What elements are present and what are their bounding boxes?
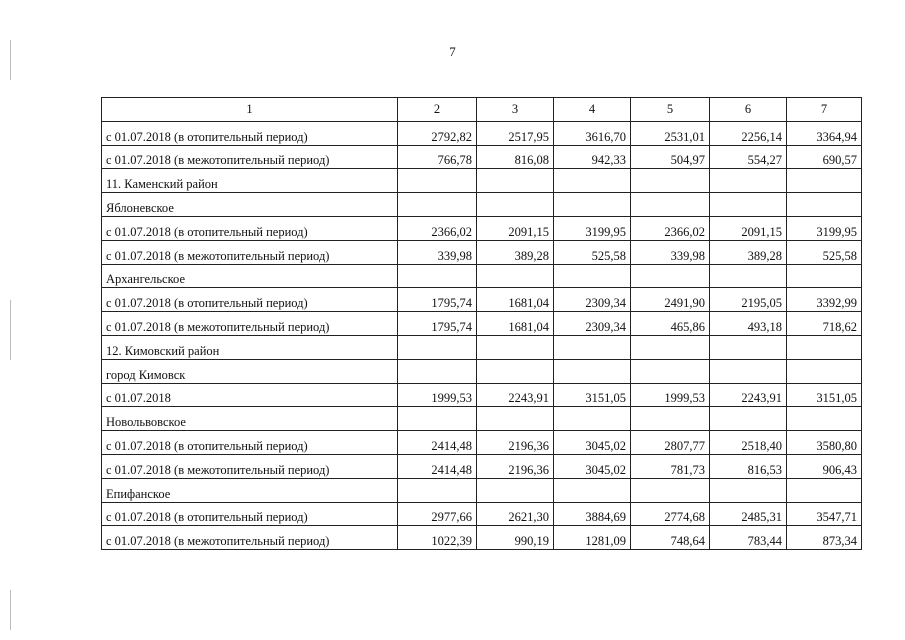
row-label: Архангельское xyxy=(102,264,398,288)
table-row xyxy=(102,478,862,502)
table-cell: 748,64 xyxy=(631,526,710,550)
table-cell: 1681,04 xyxy=(477,312,554,336)
table-cell xyxy=(710,478,787,502)
table-cell: 873,34 xyxy=(787,526,862,550)
table-cell xyxy=(787,359,862,383)
table-cell xyxy=(477,193,554,217)
table-cell xyxy=(398,359,477,383)
row-label: 11. Каменский район xyxy=(102,169,398,193)
table-cell: 2091,15 xyxy=(710,216,787,240)
row-label: с 01.07.2018 (в межотопительный период) xyxy=(102,312,398,336)
table-cell: 2518,40 xyxy=(710,431,787,455)
table-cell: 3045,02 xyxy=(554,431,631,455)
table-cell xyxy=(554,407,631,431)
table-cell xyxy=(398,264,477,288)
table-cell: 1999,53 xyxy=(631,383,710,407)
table-cell: 3364,94 xyxy=(787,121,862,145)
table-cell: 718,62 xyxy=(787,312,862,336)
table-cell: 3151,05 xyxy=(554,383,631,407)
table-row xyxy=(102,264,862,288)
column-header: 6 xyxy=(710,98,787,122)
table-cell xyxy=(710,407,787,431)
table-cell: 2531,01 xyxy=(631,121,710,145)
table-row xyxy=(102,359,862,383)
table-cell xyxy=(554,478,631,502)
table-cell: 525,58 xyxy=(787,240,862,264)
table-cell: 3199,95 xyxy=(554,216,631,240)
row-label: с 01.07.2018 (в межотопительный период) xyxy=(102,454,398,478)
table-cell: 2366,02 xyxy=(398,216,477,240)
row-label: с 01.07.2018 (в межотопительный период) xyxy=(102,240,398,264)
column-header: 2 xyxy=(398,98,477,122)
table-cell: 2485,31 xyxy=(710,502,787,526)
table-cell xyxy=(710,359,787,383)
scan-margin-line xyxy=(10,300,11,360)
row-label: с 01.07.2018 (в отопительный период) xyxy=(102,431,398,455)
table-cell xyxy=(631,407,710,431)
table-header-row xyxy=(102,98,862,122)
table-cell: 2977,66 xyxy=(398,502,477,526)
row-label: Епифанское xyxy=(102,478,398,502)
table-cell: 3199,95 xyxy=(787,216,862,240)
table-row xyxy=(102,407,862,431)
table-cell: 1795,74 xyxy=(398,312,477,336)
page-number: 7 xyxy=(449,44,456,59)
table-cell: 2774,68 xyxy=(631,502,710,526)
table-cell xyxy=(398,335,477,359)
row-label: Новольвовское xyxy=(102,407,398,431)
table-cell: 465,86 xyxy=(631,312,710,336)
table-cell xyxy=(631,335,710,359)
table-cell xyxy=(398,478,477,502)
table-cell: 2195,05 xyxy=(710,288,787,312)
table-cell xyxy=(710,335,787,359)
table-cell xyxy=(631,359,710,383)
table-cell xyxy=(554,359,631,383)
table-row xyxy=(102,216,862,240)
table-cell: 2196,36 xyxy=(477,454,554,478)
table-cell: 3547,71 xyxy=(787,502,862,526)
table-cell: 690,57 xyxy=(787,145,862,169)
column-header: 5 xyxy=(631,98,710,122)
table-cell: 339,98 xyxy=(631,240,710,264)
row-label: с 01.07.2018 (в отопительный период) xyxy=(102,502,398,526)
table-row xyxy=(102,121,862,145)
table-cell xyxy=(398,407,477,431)
table-cell: 2621,30 xyxy=(477,502,554,526)
column-header: 4 xyxy=(554,98,631,122)
table-cell: 3884,69 xyxy=(554,502,631,526)
table-row xyxy=(102,169,862,193)
table-cell: 1281,09 xyxy=(554,526,631,550)
table-cell: 3045,02 xyxy=(554,454,631,478)
table-cell xyxy=(710,264,787,288)
table-cell: 2414,48 xyxy=(398,454,477,478)
tariff-table xyxy=(101,97,862,550)
row-label: с 01.07.2018 (в отопительный период) xyxy=(102,121,398,145)
table-cell xyxy=(477,264,554,288)
table-cell: 389,28 xyxy=(477,240,554,264)
table-cell: 3616,70 xyxy=(554,121,631,145)
table-cell: 1681,04 xyxy=(477,288,554,312)
row-label: Яблоневское xyxy=(102,193,398,217)
table-cell xyxy=(631,193,710,217)
table-cell xyxy=(631,169,710,193)
table-cell xyxy=(631,478,710,502)
table-cell: 525,58 xyxy=(554,240,631,264)
table-cell: 2243,91 xyxy=(477,383,554,407)
table-row xyxy=(102,335,862,359)
table-cell: 2517,95 xyxy=(477,121,554,145)
table-cell xyxy=(631,264,710,288)
table-cell: 816,08 xyxy=(477,145,554,169)
row-label: с 01.07.2018 (в межотопительный период) xyxy=(102,526,398,550)
table-row xyxy=(102,240,862,264)
table-cell: 783,44 xyxy=(710,526,787,550)
table-row xyxy=(102,312,862,336)
table-cell: 1022,39 xyxy=(398,526,477,550)
table-cell xyxy=(477,335,554,359)
table-row xyxy=(102,526,862,550)
table-row xyxy=(102,454,862,478)
row-label: с 01.07.2018 xyxy=(102,383,398,407)
table-cell xyxy=(477,478,554,502)
table-cell: 1795,74 xyxy=(398,288,477,312)
table-row xyxy=(102,288,862,312)
row-label: с 01.07.2018 (в отопительный период) xyxy=(102,288,398,312)
table-cell: 2196,36 xyxy=(477,431,554,455)
table-row xyxy=(102,193,862,217)
table-cell: 766,78 xyxy=(398,145,477,169)
table-cell xyxy=(554,335,631,359)
table-cell: 2309,34 xyxy=(554,312,631,336)
table-cell: 990,19 xyxy=(477,526,554,550)
table-cell: 816,53 xyxy=(710,454,787,478)
table-cell xyxy=(477,407,554,431)
table-cell xyxy=(710,193,787,217)
table-cell: 3580,80 xyxy=(787,431,862,455)
table-cell: 493,18 xyxy=(710,312,787,336)
table-cell: 554,27 xyxy=(710,145,787,169)
table-row xyxy=(102,383,862,407)
table-cell xyxy=(787,193,862,217)
table-cell xyxy=(554,169,631,193)
table-cell: 1999,53 xyxy=(398,383,477,407)
table-cell: 2366,02 xyxy=(631,216,710,240)
table-cell: 2091,15 xyxy=(477,216,554,240)
table-row xyxy=(102,502,862,526)
table-cell xyxy=(787,407,862,431)
scan-margin-line xyxy=(10,590,11,630)
table-cell: 2792,82 xyxy=(398,121,477,145)
table-cell: 2309,34 xyxy=(554,288,631,312)
table-cell: 504,97 xyxy=(631,145,710,169)
table-row xyxy=(102,431,862,455)
table-cell: 339,98 xyxy=(398,240,477,264)
table-cell xyxy=(477,169,554,193)
table-cell xyxy=(710,169,787,193)
table-cell xyxy=(398,193,477,217)
table-body xyxy=(102,98,862,550)
table-cell: 3151,05 xyxy=(787,383,862,407)
table-cell: 2491,90 xyxy=(631,288,710,312)
row-label: 12. Кимовский район xyxy=(102,335,398,359)
row-label: с 01.07.2018 (в отопительный период) xyxy=(102,216,398,240)
table-cell: 2256,14 xyxy=(710,121,787,145)
table-cell xyxy=(554,193,631,217)
table-cell xyxy=(787,335,862,359)
table-cell xyxy=(477,359,554,383)
table-cell: 906,43 xyxy=(787,454,862,478)
table-row xyxy=(102,145,862,169)
table-cell: 389,28 xyxy=(710,240,787,264)
table-cell xyxy=(554,264,631,288)
column-header: 1 xyxy=(102,98,398,122)
column-header: 3 xyxy=(477,98,554,122)
table-cell: 781,73 xyxy=(631,454,710,478)
table-cell xyxy=(398,169,477,193)
row-label: с 01.07.2018 (в межотопительный период) xyxy=(102,145,398,169)
table-cell: 2807,77 xyxy=(631,431,710,455)
table-cell: 2243,91 xyxy=(710,383,787,407)
table-cell xyxy=(787,169,862,193)
table-cell: 2414,48 xyxy=(398,431,477,455)
table-cell xyxy=(787,264,862,288)
table-cell xyxy=(787,478,862,502)
table-cell: 942,33 xyxy=(554,145,631,169)
row-label: город Кимовск xyxy=(102,359,398,383)
column-header: 7 xyxy=(787,98,862,122)
table-cell: 3392,99 xyxy=(787,288,862,312)
